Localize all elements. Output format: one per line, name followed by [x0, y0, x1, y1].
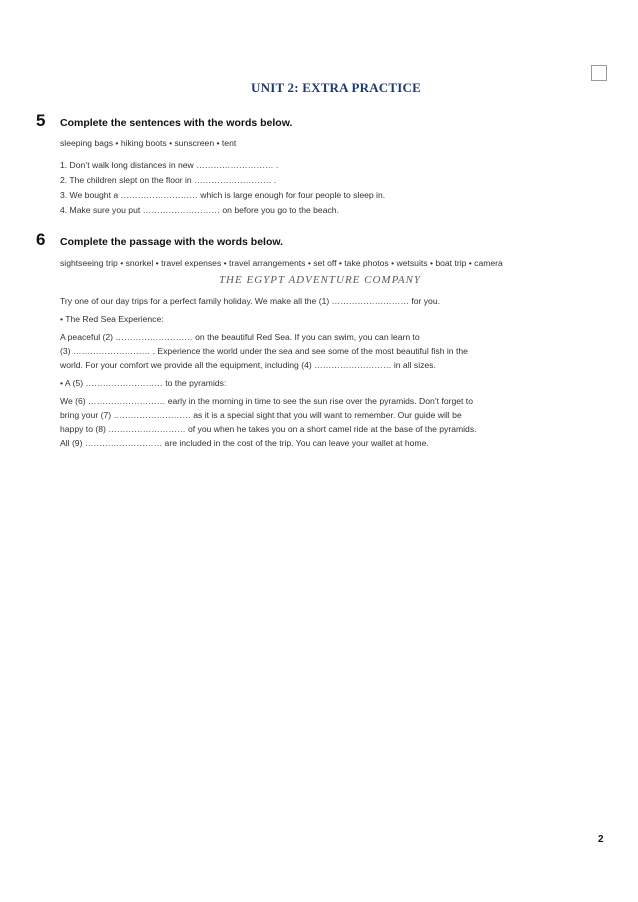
passage-line: happy to (8) ……………………… of you when he takes you on a short camel ride at the base of the pyramids.	[60, 424, 477, 434]
red-sea-paragraph	[60, 330, 596, 372]
page-title: UNIT 2: EXTRA PRACTICE	[251, 80, 421, 95]
page-number: 2	[598, 834, 604, 845]
passage-intro: Try one of our day trips for a perfect family holiday. We make all the (1) ……………………… for you.	[60, 296, 440, 306]
passage-line: A peaceful (2) ……………………… on the beautiful Red Sea. If you can swim, you can learn to	[60, 332, 420, 342]
passage-line: (3) ……………………… . Experience the world under the sea and see some of the most beautiful fish in the	[60, 346, 468, 356]
word-list: sleeping bags • hiking boots • sunscreen • tent	[60, 138, 237, 148]
sentence-list	[60, 158, 596, 218]
exercise-6	[36, 230, 596, 450]
exercise-5-header	[36, 111, 596, 131]
word-list: sightseeing trip • snorkel • travel expenses • travel arrangements • set off • take photos • wetsuits • boat trip • camera	[60, 258, 503, 268]
checkbox-square	[591, 65, 607, 81]
sentence-item: 2. The children slept on the floor in ……………………… .	[60, 175, 277, 185]
passage-line: bring your (7) ……………………… as it is a special sight that you will want to remember. Our guide will be	[60, 410, 462, 420]
passage	[60, 294, 596, 450]
exercise-number: 5	[36, 111, 46, 130]
exercise-number: 6	[36, 230, 46, 249]
sentence-item: 3. We bought a ……………………… which is large enough for four people to sleep in.	[60, 190, 386, 200]
exercise-instruction: Complete the passage with the words below.	[60, 236, 284, 248]
passage-line: We (6) ……………………… early in the morning in time to see the sun rise over the pyramids. Don’t forget to	[60, 396, 473, 406]
passage-line: All (9) ……………………… are included in the cost of the trip. You can leave your wallet at home.	[60, 438, 429, 448]
section-heading-pyramids: • A (5) ……………………… to the pyramids:	[60, 378, 227, 388]
sentence-item: 4. Make sure you put ……………………… on before you go to the beach.	[60, 205, 339, 215]
sentence-item: 1. Don’t walk long distances in new ……………………… .	[60, 160, 279, 170]
section-heading-red-sea: • The Red Sea Experience:	[60, 314, 164, 324]
exercise-6-header	[36, 230, 596, 250]
pyramids-paragraph	[60, 394, 596, 450]
passage-line: world. For your comfort we provide all the equipment, including (4) ……………………… in all sizes.	[60, 360, 436, 370]
company-heading: THE EGYPT ADVENTURE COMPANY	[218, 274, 422, 286]
exercise-instruction: Complete the sentences with the words below.	[60, 117, 293, 129]
exercise-5	[36, 111, 596, 218]
